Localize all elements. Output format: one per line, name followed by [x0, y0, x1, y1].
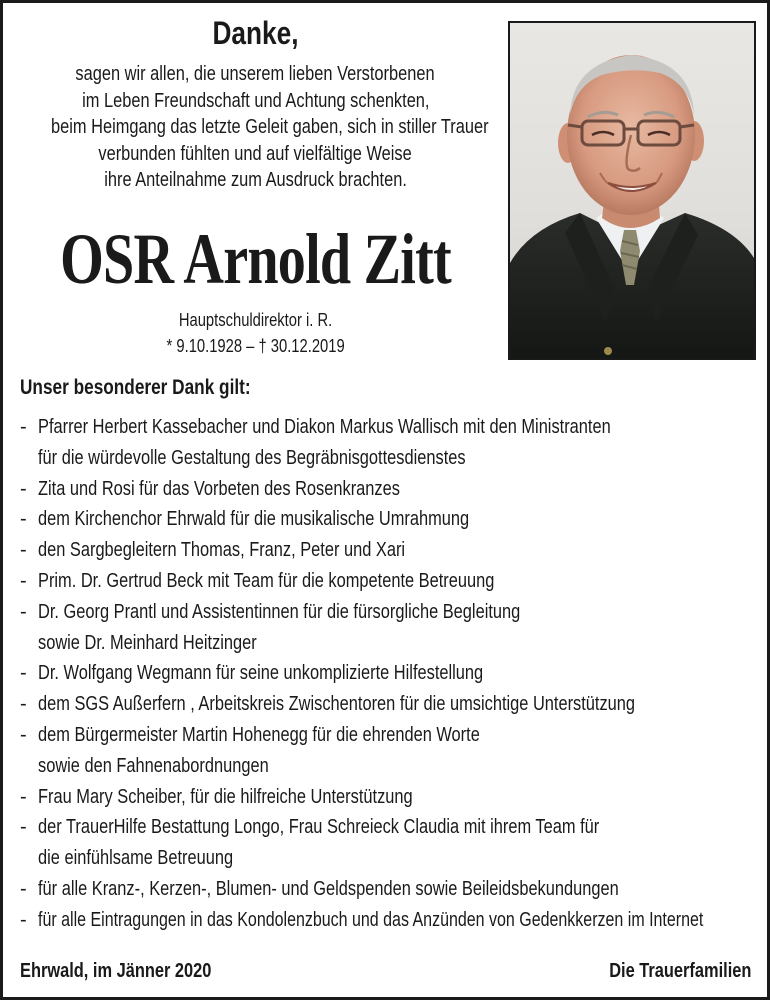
- intro-line: verbunden fühlten und auf vielfältige Weise: [98, 142, 413, 165]
- list-dash: -: [20, 816, 27, 839]
- greeting-heading: Danke,: [212, 15, 299, 51]
- list-item: - der TrauerHilfe Bestattung Longo, Frau Schreieck Claudia mit ihrem Team für die einfühlsame Betreuung: [20, 812, 755, 874]
- list-dash: -: [20, 600, 27, 623]
- list-item: - Dr. Georg Prantl und Assistentinnen für die fürsorgliche Begleitung sowie Dr. Meinhard Heitzinger: [20, 597, 755, 659]
- intro-line: ihre Anteilnahme zum Ausdruck brachten.: [104, 169, 407, 191]
- list-item: - Prim. Dr. Gertrud Beck mit Team für die kompetente Betreuung: [20, 566, 755, 597]
- list-dash: -: [20, 723, 27, 746]
- list-dash: -: [20, 693, 27, 716]
- intro-text: [3, 61, 508, 194]
- signature: Die Trauerfamilien: [608, 960, 751, 982]
- list-item: - für alle Kranz-, Kerzen-, Blumen- und Geldspenden sowie Beileidsbekundungen: [20, 874, 755, 905]
- list-dash: -: [20, 477, 27, 500]
- intro-line: beim Heimgang das letzte Geleit gaben, sich in stiller Trauer: [51, 116, 489, 138]
- thanks-heading: Unser besonderer Dank gilt:: [20, 376, 251, 399]
- list-item: - Zita und Rosi für das Vorbeten des Rosenkranzes: [20, 474, 755, 505]
- list-dash: -: [20, 539, 27, 562]
- intro-line: sagen wir allen, die unserem lieben Verstorbenen: [75, 63, 436, 85]
- portrait-photo: [508, 21, 756, 360]
- list-item: - den Sargbegleitern Thomas, Franz, Peter und Xari: [20, 535, 755, 566]
- list-dash: -: [20, 662, 27, 685]
- thanks-list: [20, 412, 755, 936]
- list-dash: -: [20, 785, 27, 808]
- list-dash: -: [20, 877, 27, 900]
- list-item: - Frau Mary Scheiber, für die hilfreiche Unterstützung: [20, 782, 755, 813]
- intro-line: im Leben Freundschaft und Achtung schenkten,: [81, 89, 430, 112]
- list-dash: -: [20, 416, 27, 438]
- deceased-title: Hauptschuldirektor i. R.: [178, 310, 333, 330]
- list-item: - Pfarrer Herbert Kassebacher und Diakon Markus Wallisch mit den Ministranten für die würdevolle Gestaltung des Begräbnisgottesdienstes: [20, 412, 755, 474]
- list-dash: -: [20, 508, 27, 531]
- list-item: - dem Bürgermeister Martin Hohenegg für die ehrenden Worte sowie den Fahnenabordnungen: [20, 720, 755, 782]
- list-item: - dem Kirchenchor Ehrwald für die musikalische Umrahmung: [20, 504, 755, 535]
- deceased-name: OSR Arnold Zitt: [60, 219, 451, 299]
- list-item: - für alle Eintragungen in das Kondolenzbuch und das Anzünden von Gedenkkerzen im Internet: [20, 905, 755, 936]
- place-date: Ehrwald, im Jänner 2020: [20, 960, 212, 982]
- notice-header: [3, 3, 508, 373]
- list-item: - Dr. Wolfgang Wegmann für seine unkomplizierte Hilfestellung: [20, 658, 755, 689]
- life-dates: * 9.10.1928 – † 30.12.2019: [166, 336, 345, 356]
- list-item: - dem SGS Außerfern , Arbeitskreis Zwischentoren für die umsichtige Unterstützung: [20, 689, 755, 720]
- list-dash: -: [20, 908, 27, 931]
- portrait-illustration: [510, 23, 754, 358]
- list-dash: -: [20, 569, 27, 592]
